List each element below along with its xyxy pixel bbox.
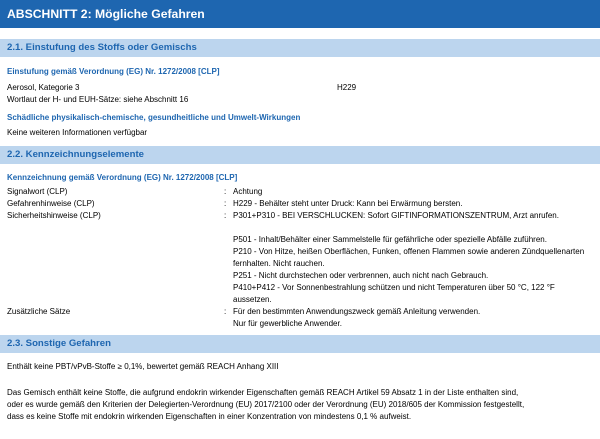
effects-title: Schädliche physikalisch-chemische, gesundheitliche und Umwelt-Wirkungen (7, 113, 301, 122)
precautionary-p410-p412: P410+P412 - Vor Sonnenbestrahlung schützen und nicht Temperaturen über 50 °C, 122 °F aussetzen. (233, 283, 555, 304)
supplemental-statement-1: Für den bestimmten Anwendungszweck gemäß Anleitung verwenden. (233, 307, 481, 316)
colon: : (224, 211, 227, 220)
precautionary-p501: P501 - Inhalt/Behälter einer Sammelstelle für gefährliche oder spezielle Abfälle zuführen. (233, 235, 547, 244)
labelling-regulation-title: Kennzeichnung gemäß Verordnung (EG) Nr. 1272/2008 [CLP] (7, 173, 238, 182)
hazard-statements-value: H229 - Behälter steht unter Druck: Kann bei Erwärmung bersten. (233, 199, 463, 208)
classification-regulation-title: Einstufung gemäß Verordnung (EG) Nr. 1272/2008 [CLP] (7, 67, 220, 76)
supplemental-statement-2: Nur für gewerbliche Anwender. (233, 319, 342, 328)
section-2-3-header: 2.3. Sonstige Gefahren (0, 335, 600, 353)
colon: : (224, 199, 227, 208)
signal-word-label: Signalwort (CLP) (7, 187, 68, 196)
colon: : (224, 307, 227, 316)
colon: : (224, 187, 227, 196)
section-2-2-header: 2.2. Kennzeichnungselemente (0, 146, 600, 164)
endocrine-line-2: oder es wurde gemäß den Kriterien der Delegierten-Verordnung (EU) 2017/2100 oder der Verordnung (EU) 2018/605 der Kommission festgestellt, (7, 400, 525, 409)
precautionary-p301-p310: P301+P310 - BEI VERSCHLUCKEN: Sofort GIFTINFORMATIONSZENTRUM, Arzt anrufen. (233, 211, 559, 220)
section-2-header: ABSCHNITT 2: Mögliche Gefahren (0, 0, 600, 28)
precautionary-statements-label: Sicherheitshinweise (CLP) (7, 211, 101, 220)
supplemental-statements-label: Zusätzliche Sätze (7, 307, 71, 316)
endocrine-line-1: Das Gemisch enthält keine Stoffe, die aufgrund endokrin wirkender Eigenschaften gemäß REACH Artikel 59 Absatz 1 in der Liste enthalten sind, (7, 388, 519, 397)
wording-reference: Wortlaut der H- und EUH-Sätze: siehe Abschnitt 16 (7, 95, 189, 104)
classification-code: H229 (337, 83, 357, 92)
signal-word-value: Achtung (233, 187, 263, 196)
endocrine-line-3: dass es keine Stoffe mit endokrin wirkenden Eigenschaften in einer Konzentration von mindestens 0,1 % aufweist. (7, 412, 412, 421)
section-2-1-header: 2.1. Einstufung des Stoffs oder Gemischs (0, 39, 600, 57)
classification-text: Aerosol, Kategorie 3 (7, 83, 80, 92)
precautionary-p210: P210 - Von Hitze, heißen Oberflächen, Funken, offenen Flammen sowie anderen Zündquellenarten fernhalten. Nicht rauchen. (233, 247, 585, 268)
hazard-statements-label: Gefahrenhinweise (CLP) (7, 199, 95, 208)
effects-text: Keine weiteren Informationen verfügbar (7, 128, 148, 137)
precautionary-p251: P251 - Nicht durchstechen oder verbrennen, auch nicht nach Gebrauch. (233, 271, 489, 280)
pbt-statement: Enthält keine PBT/vPvB-Stoffe ≥ 0,1%, bewertet gemäß REACH Anhang XIII (7, 362, 279, 371)
